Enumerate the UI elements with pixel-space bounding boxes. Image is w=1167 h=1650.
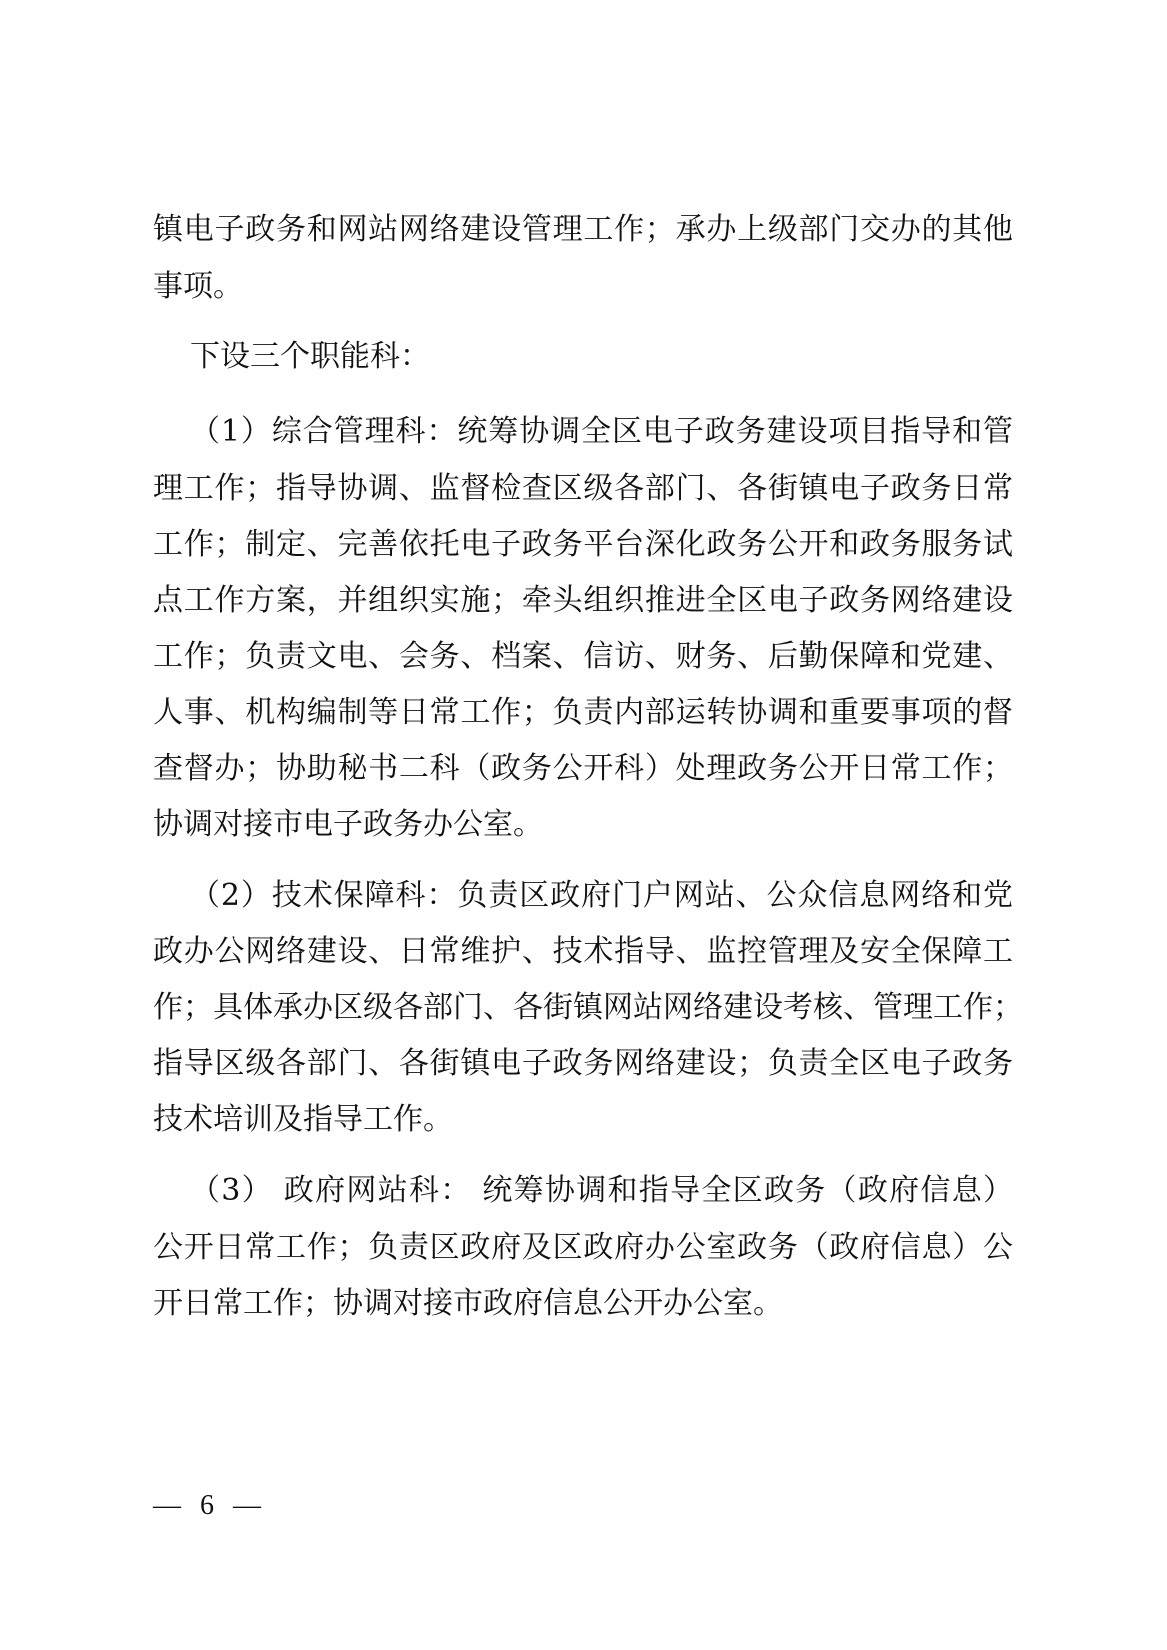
section-1-line-6: 人事、机构编制等日常工作；负责内部运转协调和重要事项的督	[153, 695, 1013, 730]
continuation-line-2: 事项。	[153, 269, 243, 304]
section-3-line-2: 公开日常工作；负责区政府及区政府办公室政务（政府信息）公	[153, 1230, 1013, 1265]
section-1-line-1: （1）综合管理科：统筹协调全区电子政务建设项目指导和管	[190, 414, 1013, 449]
section-1-line-7: 查督办；协助秘书二科（政务公开科）处理政务公开日常工作；	[153, 751, 1013, 786]
section-3-line-1: （3） 政府网站科： 统筹协调和指导全区政务（政府信息）	[190, 1173, 1013, 1208]
continuation-line-1: 镇电子政务和网站网络建设管理工作；承办上级部门交办的其他	[153, 212, 1013, 247]
section-1-line-5: 工作；负责文电、会务、档案、信访、财务、后勤保障和党建、	[153, 639, 1013, 674]
section-1-line-3: 工作；制定、完善依托电子政务平台深化政务公开和政务服务试	[153, 527, 1013, 562]
section-2-line-2: 政办公网络建设、日常维护、技术指导、监控管理及安全保障工	[153, 934, 1013, 969]
intro-paragraph: 下设三个职能科：	[190, 339, 430, 374]
section-3-line-3: 开日常工作；协调对接市政府信息公开办公室。	[153, 1286, 783, 1321]
section-1-line-4: 点工作方案，并组织实施；牵头组织推进全区电子政务网络建设	[153, 583, 1013, 618]
section-1-line-2: 理工作；指导协调、监督检查区级各部门、各街镇电子政务日常	[153, 471, 1013, 506]
section-2-line-1: （2）技术保障科：负责区政府门户网站、公众信息网络和党	[190, 878, 1013, 913]
section-2-line-3: 作；具体承办区级各部门、各街镇网站网络建设考核、管理工作；	[153, 990, 1023, 1025]
page-number: — 6 —	[153, 1490, 267, 1521]
section-2-line-4: 指导区级各部门、各街镇电子政务网络建设；负责全区电子政务	[153, 1046, 1013, 1081]
section-2-line-5: 技术培训及指导工作。	[153, 1102, 453, 1137]
section-1-line-8: 协调对接市电子政务办公室。	[153, 807, 543, 842]
